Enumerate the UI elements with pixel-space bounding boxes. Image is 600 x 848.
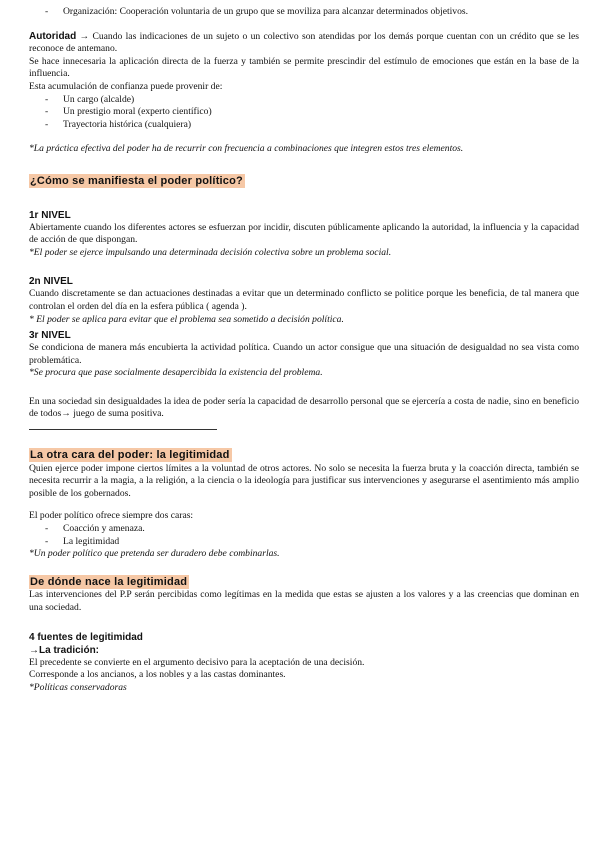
level-3-title: 3r NIVEL (29, 330, 71, 342)
section-heading-legitimidad: La otra cara del poder: la legitimidad (30, 449, 230, 462)
level-1-note: *El poder se ejerce impulsando una determinada decisión colectiva sobre un problema social. (29, 246, 392, 258)
level-3-note: *Se procura que pase socialmente desapercibida la existencia del problema. (29, 367, 323, 379)
level-3-text: Se condiciona de manera más encubierta la actividad política. Cuando un actor consigue que una situación de desigualdad no sea vista como problemática. (29, 342, 579, 366)
autoridad-list (29, 94, 579, 132)
autoridad-term: Autoridad (29, 30, 77, 42)
list-item: - Un prestigio moral (experto científico) (29, 106, 579, 119)
closing-paragraph: En una sociedad sin desigualdades la idea de poder sería la capacidad de desarrollo personal que se ejercería a costa de nadie, sino en beneficio de todos→ juego de suma positiva. (29, 395, 579, 420)
paragraph: El poder político ofrece siempre dos caras: (29, 510, 194, 522)
paragraph: El precedente se convierte en el argumento decisivo para la aceptación de una decisión. (29, 656, 365, 668)
fuentes-subheading: →La tradición: (29, 644, 100, 656)
top-list (29, 6, 579, 19)
autoridad-text: Cuando las indicaciones de un sujeto o un colectivo son atendidas por los demás porque cuentan con un crédito que se les reconoce de antemano. (29, 30, 579, 55)
level-2-text: Cuando discretamente se dan actuaciones destinadas a evitar que un determinado conflicto se politice porque les beneficia, de tal manera que controlan el orden del día en la esfera pública ( agenda ). (29, 288, 579, 312)
paragraph: Esta acumulación de confianza puede provenir de: (29, 80, 223, 92)
arrow: → (79, 30, 90, 42)
section-heading-manifiesta: ¿Cómo se manifiesta el poder político? (30, 174, 243, 187)
paragraph: Las intervenciones del P.P serán percibidas como legítimas en la medida que estas se ajusten a los valores y a las creencias que dominan en una sociedad. (29, 589, 579, 613)
paragraph: Se hace innecesaria la aplicación directa de la fuerza y también se permite prescindir del estímulo de emociones que están en la base de la influencia. (29, 55, 579, 80)
fuentes-heading: 4 fuentes de legitimidad (29, 631, 143, 643)
list-item: - Organización: Cooperación voluntaria de un grupo que se moviliza para alcanzar determinados objetivos. (29, 6, 579, 19)
level-2-note: * El poder se aplica para evitar que el problema sea sometido a decisión política. (29, 313, 344, 325)
list-item: - Coacción y amenaza. (29, 523, 579, 536)
autoridad-definition (29, 31, 579, 56)
section-heading-nace: De dónde nace la legitimidad (30, 575, 188, 588)
note: *Un poder político que pretenda ser duradero debe combinarlas. (29, 548, 280, 560)
note: *La práctica efectiva del poder ha de recurrir con frecuencia a combinaciones que integren estos tres elementos. (29, 143, 464, 155)
list-item: - Trayectoria histórica (cualquiera) (29, 119, 579, 132)
list-item: - Un cargo (alcalde) (29, 94, 579, 107)
level-2-title: 2n NIVEL (29, 276, 73, 288)
note: *Políticas conservadoras (29, 681, 127, 693)
list-item: - La legitimidad (29, 536, 579, 549)
legitimidad-list (29, 523, 579, 548)
paragraph: Quien ejerce poder impone ciertos límites a la voluntad de otros actores. No solo se necesita la fuerza bruta y la coacción directa, también se necesita recurrir a la magia, a la religión, a la ciencia o la ideología para justificar sus intervenciones y asegurarse el asentimiento más amplio posible de los gobernados. (29, 462, 579, 499)
level-1-title: 1r NIVEL (29, 209, 71, 221)
document-page (29, 6, 579, 694)
paragraph: Corresponde a los ancianos, a los nobles y a las castas dominantes. (29, 669, 286, 681)
level-1-text: Abiertamente cuando los diferentes actores se esfuerzan por incidir, discuten públicamente aplicando la autoridad, la influencia y la capacidad de acción de que dispongan. (29, 221, 579, 246)
